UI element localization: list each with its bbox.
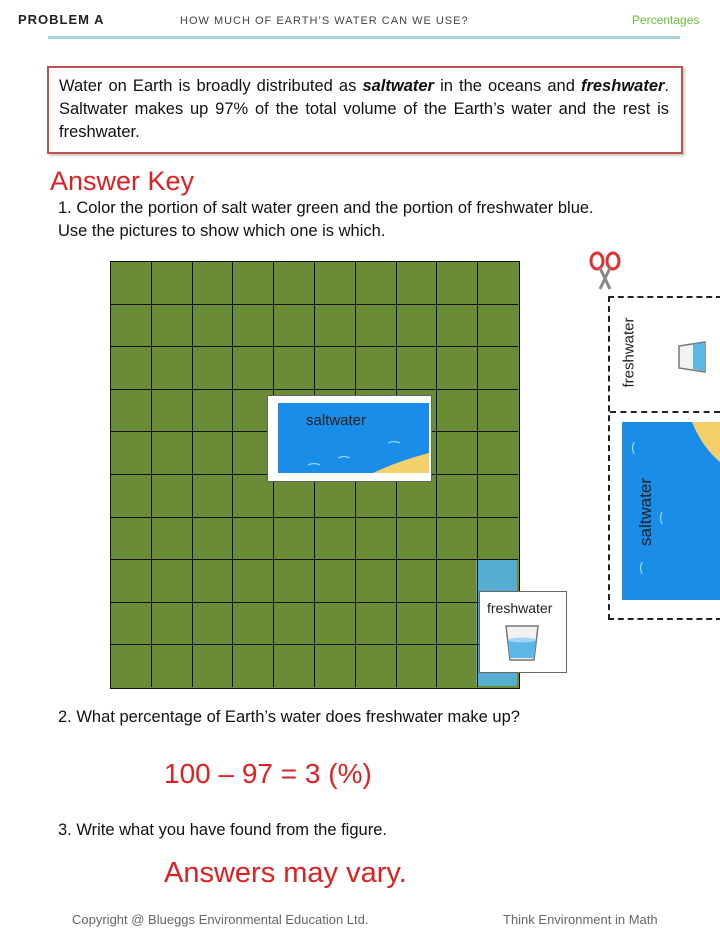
answer-3: Answers may vary. <box>164 857 407 889</box>
cutout-divider <box>610 411 720 413</box>
header-divider <box>48 36 680 39</box>
question-3: 3. Write what you have found from the figure. <box>58 821 387 839</box>
saltwater-card-label: saltwater <box>306 412 367 429</box>
saltwater-cutout <box>622 422 720 600</box>
question-1-line-2: Use the pictures to show which one is which. <box>58 222 386 240</box>
problem-title: HOW MUCH OF EARTH’S WATER CAN WE USE? <box>180 15 469 27</box>
intro-box <box>47 66 683 154</box>
saltwater-picture-card <box>267 395 432 482</box>
freshwater-card-label: freshwater <box>487 600 553 616</box>
glass-of-water-icon <box>675 338 709 376</box>
freshwater-picture-card <box>479 591 567 673</box>
intro-freshwater: freshwater <box>580 77 665 95</box>
grid-col-line <box>436 261 437 687</box>
answer-2: 100 – 97 = 3 (%) <box>164 758 372 789</box>
intro-text-3: . Saltwater makes up 97% of the total volume of the Earth’s water and the rest is freshwater. <box>59 77 670 141</box>
intro-saltwater: saltwater <box>362 77 434 95</box>
answer-key-heading: Answer Key <box>50 166 195 196</box>
freshwater-cutout <box>600 300 684 410</box>
freshwater-cutout-label: freshwater <box>620 317 638 388</box>
grid-col-line <box>151 261 152 687</box>
grid-col-line <box>192 261 193 687</box>
glass-of-water-icon <box>502 622 542 662</box>
problem-label: PROBLEM A <box>18 12 105 27</box>
footer-copyright: Copyright @ Blueggs Environmental Education Ltd. <box>72 912 369 927</box>
saltwater-cutout-label: saltwater <box>636 477 656 547</box>
question-1-line-1: 1. Color the portion of salt water green and the portion of freshwater blue. <box>58 199 594 217</box>
scissors-icon <box>588 251 622 291</box>
intro-text-1: Water on Earth is broadly distributed as <box>59 77 363 95</box>
intro-text-2: in the oceans and <box>433 77 581 95</box>
footer-slogan: Think Environment in Math <box>503 912 658 927</box>
question-2: 2. What percentage of Earth’s water does freshwater make up? <box>58 708 520 726</box>
grid-col-line <box>232 261 233 687</box>
topic-tag: Percentages <box>632 13 700 27</box>
question-1 <box>58 197 594 243</box>
saltwater-picture <box>278 403 429 473</box>
